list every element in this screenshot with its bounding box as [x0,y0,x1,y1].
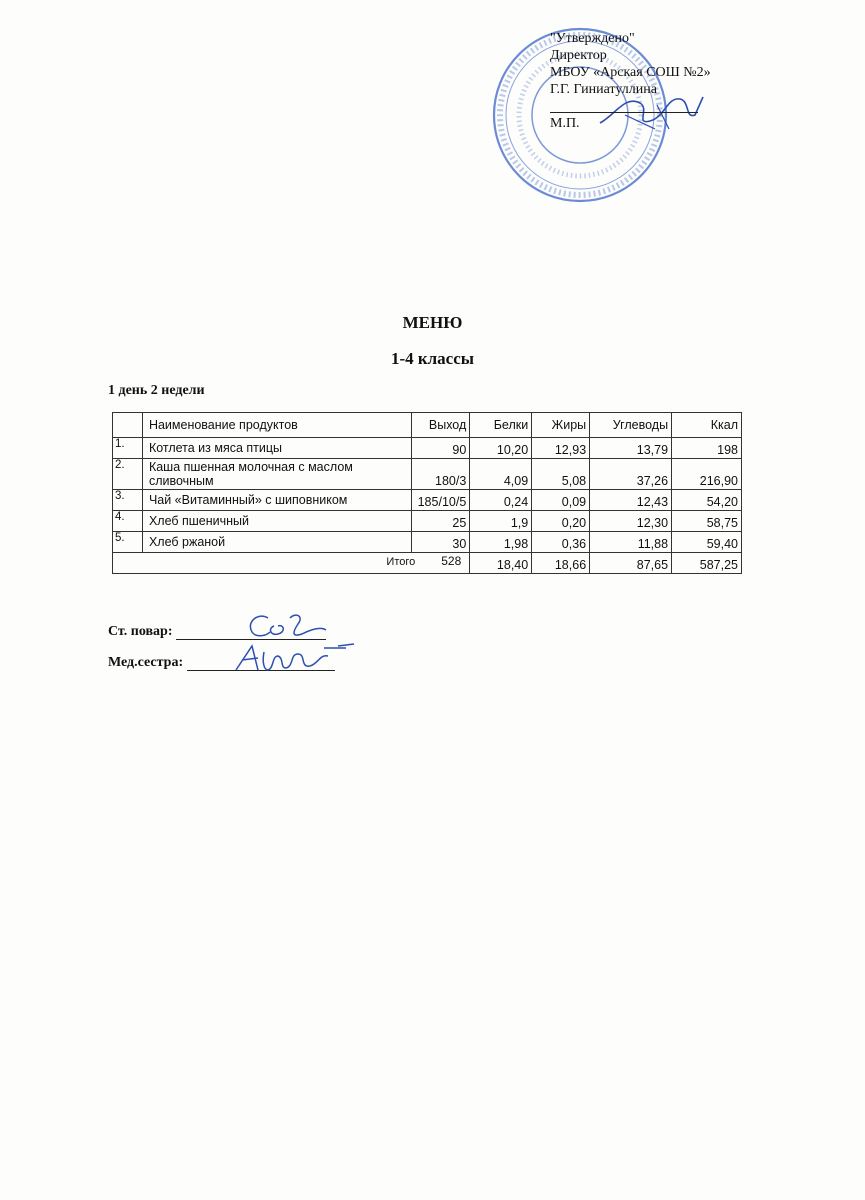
organization-name: МБОУ «Арская СОШ №2» [550,65,711,80]
approved-label: "Утверждено" [550,31,635,46]
row-fat: 12,93 [532,438,590,459]
row-fat: 0,20 [532,511,590,532]
row-yield: 30 [412,532,470,553]
row-number: 2. [113,459,143,490]
table-header-row [113,413,742,438]
row-protein: 4,09 [470,459,532,490]
table-row [113,438,742,459]
row-name: Чай «Витаминный» с шиповником [142,490,411,511]
row-name: Котлета из мяса птицы [142,438,411,459]
row-protein: 10,20 [470,438,532,459]
row-protein: 1,9 [470,511,532,532]
table-row [113,490,742,511]
row-yield: 25 [412,511,470,532]
page-subtitle: 1-4 классы [390,349,475,368]
table-row [113,532,742,553]
row-number: 1. [113,438,143,459]
table-total-row [113,553,742,574]
stamp-place-label: М.П. [550,116,580,131]
total-label: Итого [386,556,416,568]
header-name: Наименование продуктов [142,413,411,438]
row-name: Хлеб пшеничный [142,511,411,532]
header-fat: Жиры [532,413,590,438]
row-number: 4. [113,511,143,532]
row-fat: 0,36 [532,532,590,553]
total-yield: 528 [441,554,462,568]
row-carbs: 37,26 [590,459,672,490]
approval-block [550,30,750,132]
row-yield: 180/3 [412,459,470,490]
row-kcal: 58,75 [672,511,742,532]
row-carbs: 11,88 [590,532,672,553]
row-kcal: 54,20 [672,490,742,511]
row-number: 3. [113,490,143,511]
total-protein: 18,40 [470,553,532,574]
director-signature-line [550,98,698,113]
header-number [113,413,143,438]
day-label: 1 день 2 недели [108,383,205,398]
total-fat: 18,66 [532,553,590,574]
total-cell [113,553,470,574]
row-number: 5. [113,532,143,553]
row-carbs: 12,30 [590,511,672,532]
total-carbs: 87,65 [590,553,672,574]
row-kcal: 216,90 [672,459,742,490]
row-fat: 5,08 [532,459,590,490]
row-yield: 90 [412,438,470,459]
menu-table [112,412,742,574]
row-kcal: 198 [672,438,742,459]
row-fat: 0,09 [532,490,590,511]
row-carbs: 12,43 [590,490,672,511]
director-position: Директор [550,48,607,63]
nurse-signature [228,640,358,680]
row-carbs: 13,79 [590,438,672,459]
header-yield: Выход [412,413,470,438]
table-row [113,459,742,490]
nurse-label: Мед.сестра: [108,655,184,670]
row-protein: 0,24 [470,490,532,511]
header-protein: Белки [470,413,532,438]
chef-label: Ст. повар: [108,624,173,639]
total-kcal: 587,25 [672,553,742,574]
director-name: Г.Г. Гиниатуллина [550,82,657,97]
row-kcal: 59,40 [672,532,742,553]
chef-signature [240,608,330,644]
table-row [113,511,742,532]
row-name: Каша пшенная молочная с маслом сливочным [142,459,411,490]
row-protein: 1,98 [470,532,532,553]
header-carbs: Углеводы [590,413,672,438]
row-name: Хлеб ржаной [142,532,411,553]
page-title: МЕНЮ [402,313,463,332]
header-kcal: Ккал [672,413,742,438]
row-yield: 185/10/5 [412,490,470,511]
